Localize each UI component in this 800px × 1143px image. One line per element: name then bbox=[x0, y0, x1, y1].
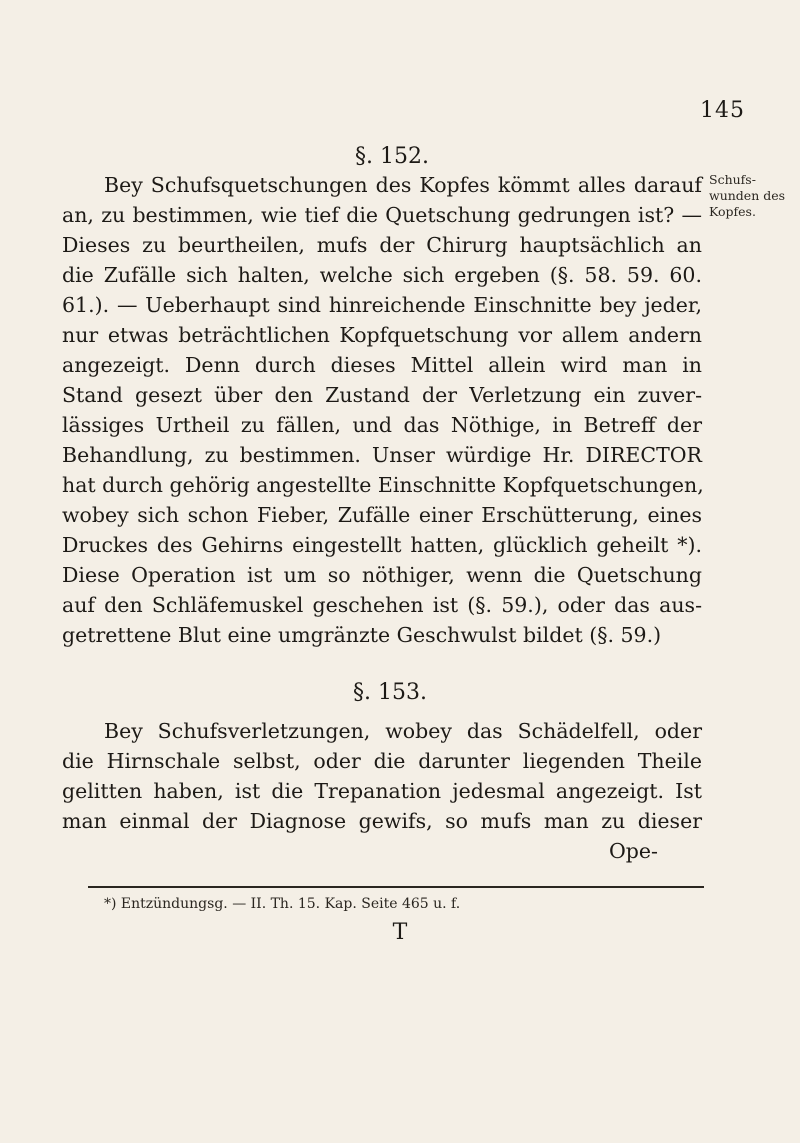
text-line: lässiges Urtheil zu fällen, und das Nöthige, in Betreff der bbox=[62, 413, 702, 437]
catchword: Ope- bbox=[609, 839, 658, 863]
page-number: 145 bbox=[700, 98, 745, 123]
text-line: Bey Schufsverletzungen, wobey das Schädelfell, oder bbox=[104, 719, 702, 743]
text-line: wobey sich schon Fieber, Zufälle einer Erschütterung, eines bbox=[62, 503, 702, 527]
footnote: *) Entzündungsg. — II. Th. 15. Kap. Seite 465 u. f. bbox=[104, 896, 461, 912]
text-line: Stand gesezt über den Zustand der Verletzung ein zuver- bbox=[62, 383, 702, 407]
text-line: Bey Schufsquetschungen des Kopfes kömmt alles darauf bbox=[104, 173, 702, 197]
text-line: an, zu bestimmen, wie tief die Quetschung gedrungen ist? — bbox=[62, 203, 702, 227]
text-line: 61.). — Ueberhaupt sind hinreichende Einschnitte bey jeder, bbox=[62, 293, 702, 317]
text-line: die Zufälle sich halten, welche sich ergeben (§. 58. 59. 60. bbox=[62, 263, 702, 287]
text-line: Diese Operation ist um so nöthiger, wenn die Quetschung bbox=[62, 563, 702, 587]
text-line: auf den Schläfemuskel geschehen ist (§. 59.), oder das aus- bbox=[62, 593, 702, 617]
text-line: Behandlung, zu bestimmen. Unser würdige Hr. DIRECTOR bbox=[62, 443, 702, 467]
text-line: getrettene Blut eine umgränzte Geschwulst bildet (§. 59.) bbox=[62, 623, 662, 647]
text-line: man einmal der Diagnose gewifs, so mufs man zu dieser bbox=[62, 809, 702, 833]
section-heading-153: §. 153. bbox=[353, 680, 427, 705]
text-line: hat durch gehörig angestellte Einschnitte Kopfquetschungen, bbox=[62, 473, 704, 497]
signature-mark: T bbox=[392, 920, 408, 945]
text-line: angezeigt. Denn durch dieses Mittel allein wird man in bbox=[62, 353, 702, 377]
section-heading-152: §. 152. bbox=[355, 144, 429, 169]
margin-note: Schufs- wunden des Kopfes. bbox=[709, 172, 786, 219]
text-line: nur etwas beträchtlichen Kopfquetschung vor allem andern bbox=[62, 323, 702, 347]
text-line: Druckes des Gehirns eingestellt hatten, glücklich geheilt *). bbox=[62, 533, 702, 557]
text-line: die Hirnschale selbst, oder die darunter liegenden Theile bbox=[62, 749, 702, 773]
text-line: gelitten haben, ist die Trepanation jedesmal angezeigt. Ist bbox=[62, 779, 702, 803]
footnote-rule bbox=[88, 886, 704, 888]
text-line: Dieses zu beurtheilen, mufs der Chirurg hauptsächlich an bbox=[62, 233, 702, 257]
